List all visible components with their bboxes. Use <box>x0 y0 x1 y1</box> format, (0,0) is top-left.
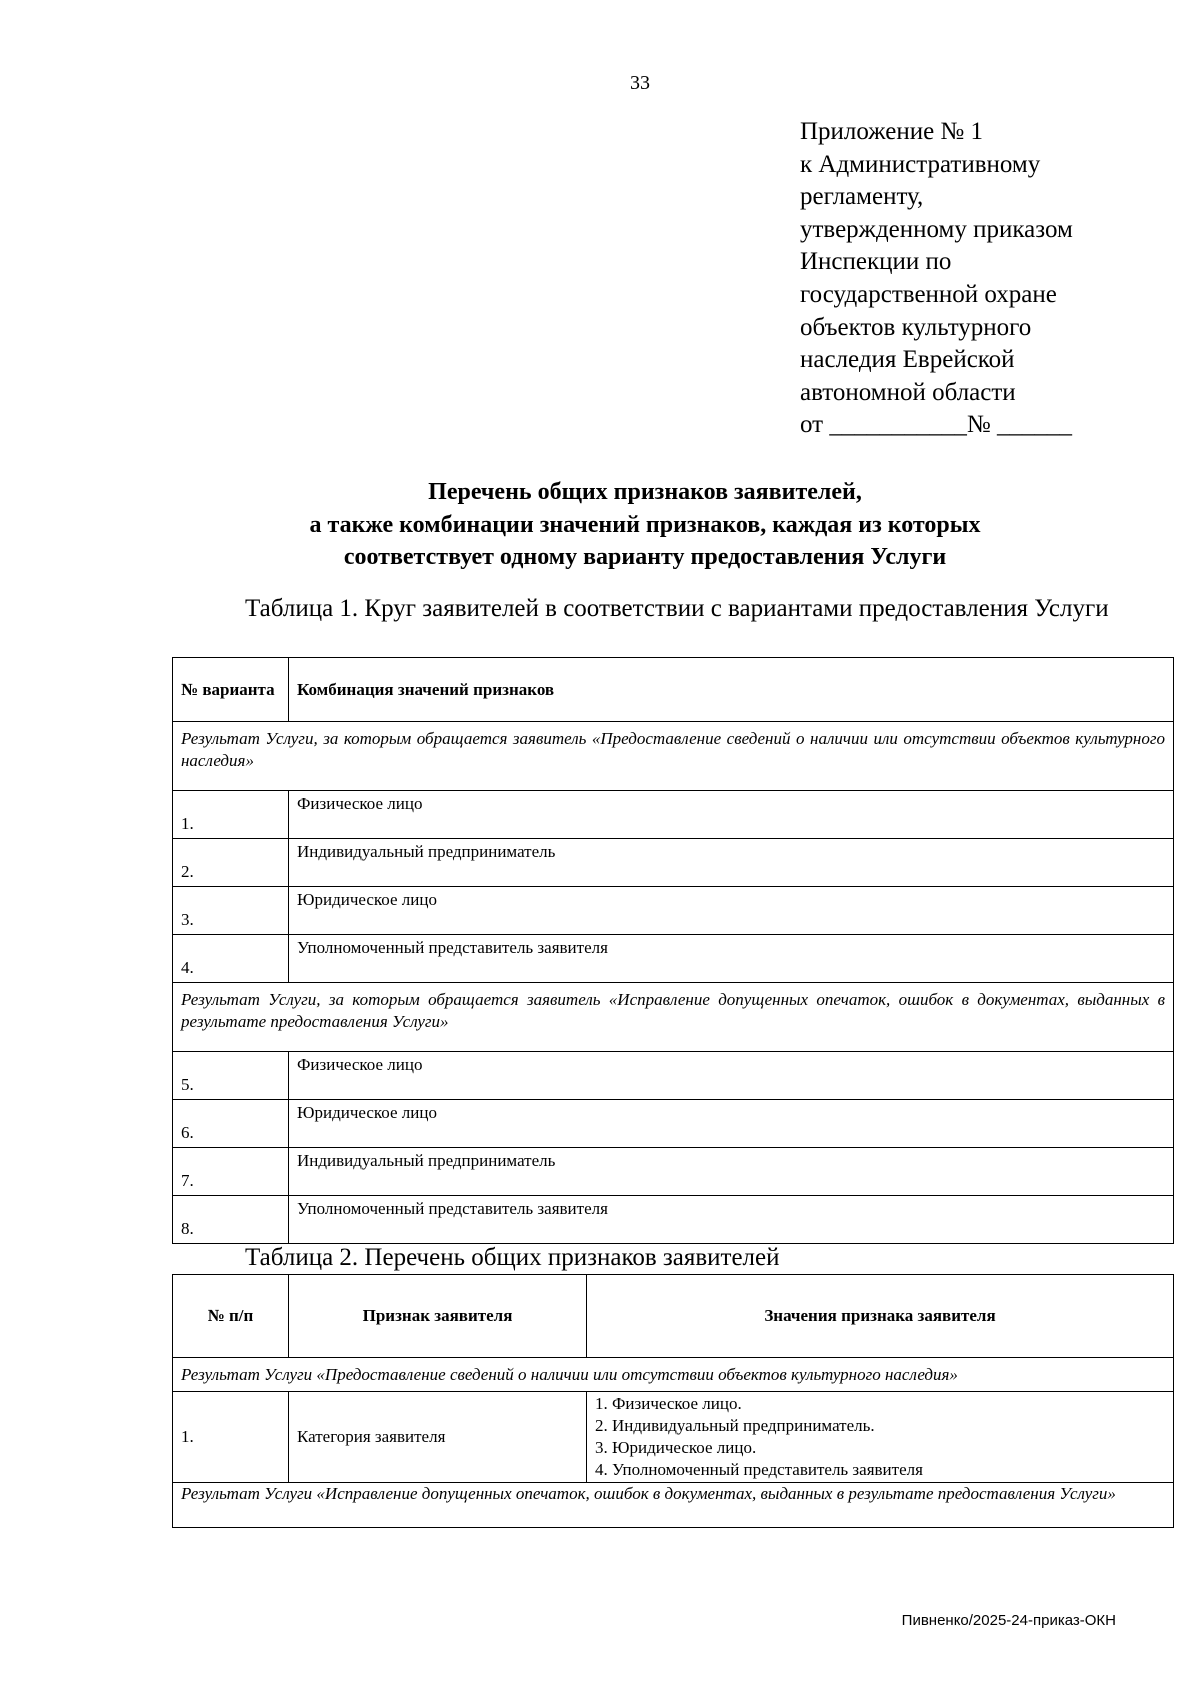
appendix-line: автономной области <box>800 378 1016 406</box>
row-attribute: Категория заявителя <box>289 1392 587 1483</box>
table-header-row <box>173 658 1174 722</box>
attribute-value: 4. Уполномоченный представитель заявителя <box>595 1460 923 1479</box>
row-number: 1. <box>173 1392 289 1483</box>
appendix-line: Инспекции по <box>800 248 952 276</box>
row-number: 8. <box>173 1196 289 1244</box>
row-number: 4. <box>173 935 289 983</box>
table-row <box>173 887 1174 935</box>
row-number: 7. <box>173 1148 289 1196</box>
document-title <box>170 476 1120 574</box>
attribute-value: 1. Физическое лицо. <box>595 1394 742 1413</box>
row-value: Уполномоченный представитель заявителя <box>289 935 1174 983</box>
row-number: 1. <box>173 791 289 839</box>
appendix-line: Приложение № 1 <box>800 118 984 145</box>
table1-caption: Таблица 1. Круг заявителей в соответствии с вариантами предоставления Услуги <box>245 595 1109 622</box>
row-number: 2. <box>173 839 289 887</box>
row-value: Индивидуальный предприниматель <box>289 839 1174 887</box>
row-number: 5. <box>173 1052 289 1100</box>
attribute-value: 2. Индивидуальный предприниматель. <box>595 1416 875 1435</box>
table-row <box>173 1196 1174 1244</box>
section-row <box>173 983 1174 1052</box>
row-value: Физическое лицо <box>289 791 1174 839</box>
header-attribute: Признак заявителя <box>289 1275 587 1358</box>
row-value: Уполномоченный представитель заявителя <box>289 1196 1174 1244</box>
row-value: Физическое лицо <box>289 1052 1174 1100</box>
section-row <box>173 1483 1174 1528</box>
appendix-line: государственной охране <box>800 280 1057 308</box>
appendix-line: наследия Еврейской <box>800 346 1015 374</box>
title-line: соответствует одному варианту предоставления Услуги <box>343 544 947 570</box>
header-item-number: № п/п <box>173 1275 289 1358</box>
header-variant-number: № варианта <box>173 658 289 722</box>
table-row <box>173 1392 1174 1483</box>
table-row <box>173 1052 1174 1100</box>
row-value: Юридическое лицо <box>289 887 1174 935</box>
applicant-variants-table <box>172 657 1174 1244</box>
section-result-correction: Результат Услуги «Исправление допущенных опечаток, ошибок в документах, выданных в результате предоставления Услуги» <box>173 1483 1174 1528</box>
section-result-info: Результат Услуги «Предоставление сведений о наличии или отсутствии объектов культурного наследия» <box>173 1358 1174 1392</box>
appendix-line: утвержденному приказом <box>800 215 1073 243</box>
section-result-correction: Результат Услуги, за которым обращается заявитель «Исправление допущенных опечаток, ошибок в документах, выданных в результате предоставления Услуги» <box>173 983 1174 1052</box>
table-row <box>173 839 1174 887</box>
appendix-line: от ___________№ ______ <box>800 411 1072 439</box>
table-row <box>173 935 1174 983</box>
section-result-info: Результат Услуги, за которым обращается заявитель «Предоставление сведений о наличии или отсутствии объектов культурного наследия» <box>173 722 1174 791</box>
row-value: Юридическое лицо <box>289 1100 1174 1148</box>
appendix-block <box>800 116 1160 442</box>
applicant-attributes-table <box>172 1274 1174 1528</box>
title-line: Перечень общих признаков заявителей, <box>428 479 862 505</box>
section-row <box>173 1358 1174 1392</box>
page-number: 33 <box>630 72 650 94</box>
header-combination: Комбинация значений признаков <box>289 658 1174 722</box>
title-line: а также комбинации значений признаков, каждая из которых <box>309 511 981 538</box>
table-row <box>173 1100 1174 1148</box>
attribute-value: 3. Юридическое лицо. <box>595 1438 757 1457</box>
appendix-line: объектов культурного <box>800 313 1032 341</box>
table-header-row <box>173 1275 1174 1358</box>
table2-caption: Таблица 2. Перечень общих признаков заявителей <box>245 1244 780 1271</box>
document-footer-code: Пивненко/2025-24-приказ-ОКН <box>901 1612 1116 1629</box>
header-attribute-values: Значения признака заявителя <box>587 1275 1174 1358</box>
row-number: 3. <box>173 887 289 935</box>
appendix-line: регламенту, <box>800 183 924 211</box>
table-row <box>173 791 1174 839</box>
row-number: 6. <box>173 1100 289 1148</box>
row-value: Индивидуальный предприниматель <box>289 1148 1174 1196</box>
section-row <box>173 722 1174 791</box>
table-row <box>173 1148 1174 1196</box>
appendix-line: к Административному <box>800 150 1041 178</box>
row-attribute-values <box>587 1392 1174 1483</box>
